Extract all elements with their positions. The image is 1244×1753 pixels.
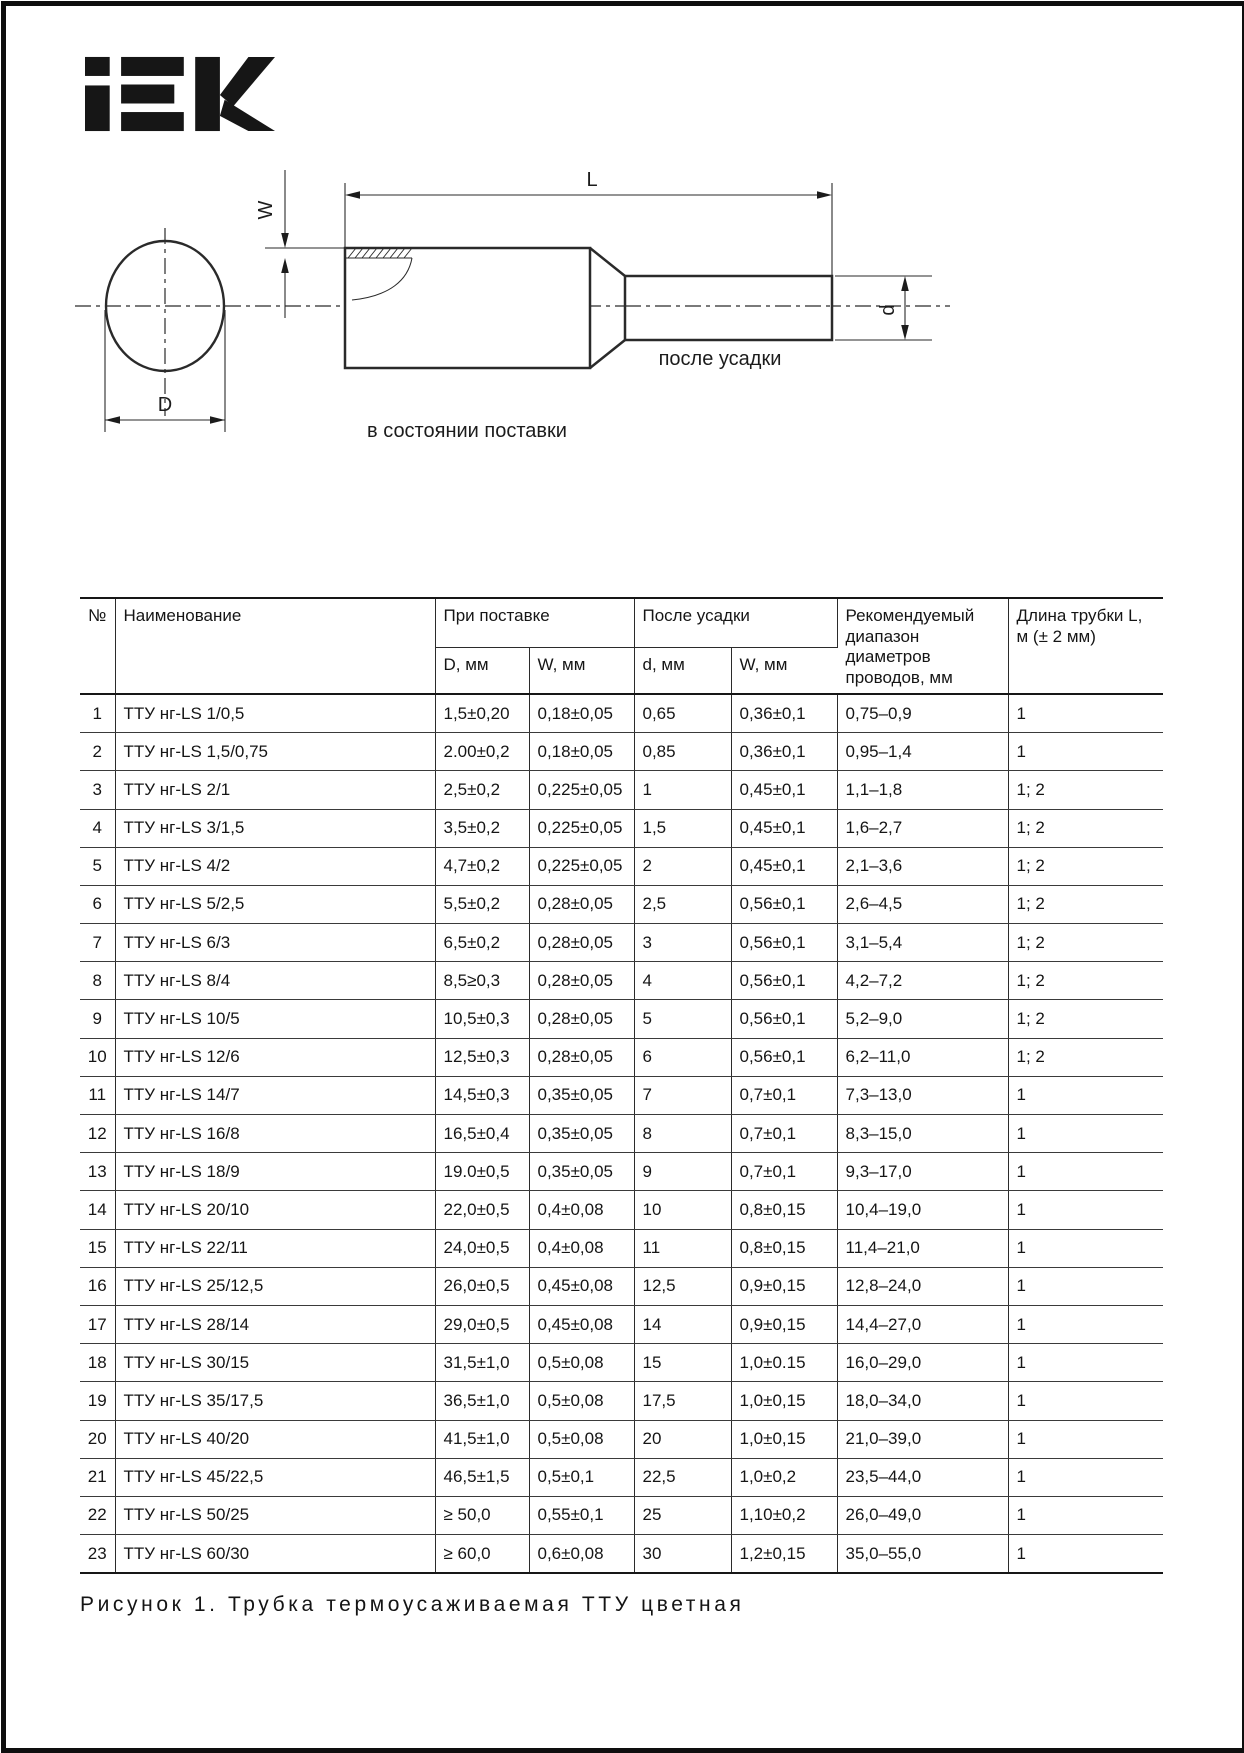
cell-shrunk-d: 0,65 <box>634 694 731 733</box>
cell-shrunk-d: 15 <box>634 1344 731 1382</box>
cell-length: 1 <box>1008 1267 1163 1305</box>
cell-num: 7 <box>80 924 115 962</box>
cell-delivery-d: 8,5≥0,3 <box>435 962 529 1000</box>
cell-length: 1 <box>1008 1115 1163 1153</box>
header-delivery-d: D, мм <box>435 648 529 694</box>
technical-drawing <box>60 148 950 458</box>
header-shrunk-w: W, мм <box>731 648 837 694</box>
cell-length: 1 <box>1008 1496 1163 1534</box>
cell-name: ТТУ нг-LS 25/12,5 <box>115 1267 435 1305</box>
table-row <box>80 1305 1163 1343</box>
cell-delivery-w: 0,35±0,05 <box>529 1115 634 1153</box>
cell-shrunk-d: 12,5 <box>634 1267 731 1305</box>
cell-range: 7,3–13,0 <box>837 1076 1008 1114</box>
cell-length: 1 <box>1008 1153 1163 1191</box>
header-delivery-w: W, мм <box>529 648 634 694</box>
cell-num: 1 <box>80 694 115 733</box>
cell-length: 1 <box>1008 1305 1163 1343</box>
table-row <box>80 1115 1163 1153</box>
cell-shrunk-d: 11 <box>634 1229 731 1267</box>
cell-delivery-w: 0,18±0,05 <box>529 694 634 733</box>
label-dim-d: d <box>877 304 899 316</box>
cell-num: 8 <box>80 962 115 1000</box>
table-row <box>80 924 1163 962</box>
taper-bottom <box>590 340 625 368</box>
logo-k-stem <box>195 57 220 131</box>
cell-length: 1 <box>1008 1382 1163 1420</box>
arrow-l-left <box>345 191 360 199</box>
cell-shrunk-d: 6 <box>634 1038 731 1076</box>
cell-name: ТТУ нг-LS 30/15 <box>115 1344 435 1382</box>
arrow-small-d-up <box>901 276 909 291</box>
table-row <box>80 962 1163 1000</box>
header-shrunk-d: d, мм <box>634 648 731 694</box>
cell-shrunk-w: 0,45±0,1 <box>731 847 837 885</box>
cell-num: 22 <box>80 1496 115 1534</box>
cell-shrunk-w: 1,0±0,2 <box>731 1458 837 1496</box>
cell-shrunk-d: 14 <box>634 1305 731 1343</box>
header-delivery-group: При поставке <box>435 598 634 648</box>
cell-num: 16 <box>80 1267 115 1305</box>
label-delivery-state: в состоянии поставки <box>367 420 567 442</box>
cell-shrunk-d: 4 <box>634 962 731 1000</box>
cell-num: 6 <box>80 885 115 923</box>
cell-num: 19 <box>80 1382 115 1420</box>
cell-shrunk-d: 10 <box>634 1191 731 1229</box>
cell-length: 1 <box>1008 1458 1163 1496</box>
cell-shrunk-w: 0,45±0,1 <box>731 809 837 847</box>
cell-length: 1 <box>1016 1543 1026 1563</box>
arrow-w-down <box>281 233 289 248</box>
arrow-small-d-down <box>901 325 909 340</box>
cell-delivery-d: 29,0±0,5 <box>435 1305 529 1343</box>
cell-delivery-d: 36,5±1,0 <box>435 1382 529 1420</box>
cell-num: 20 <box>80 1420 115 1458</box>
cell-name: ТТУ нг-LS 40/20 <box>115 1420 435 1458</box>
cell-shrunk-d: 1,5 <box>634 809 731 847</box>
cell-name: ТТУ нг-LS 4/2 <box>115 847 435 885</box>
cell-name: ТТУ нг-LS 10/5 <box>115 1000 435 1038</box>
table-row <box>80 1344 1163 1382</box>
table-row <box>80 694 1163 733</box>
cell-delivery-d: 41,5±1,0 <box>435 1420 529 1458</box>
cell-length: 1; 2 <box>1008 885 1163 923</box>
cell-delivery-w: 0,225±0,05 <box>529 809 634 847</box>
cell-delivery-w: 0,28±0,05 <box>529 1000 634 1038</box>
cell-length: 1; 2 <box>1008 847 1163 885</box>
cell-delivery-w: 0,55±0,1 <box>529 1496 634 1534</box>
spec-table-container <box>80 597 1163 1574</box>
cell-name: ТТУ нг-LS 20/10 <box>115 1191 435 1229</box>
cell-range: 35,0–55,0 <box>837 1535 1008 1574</box>
table-row <box>80 1000 1163 1038</box>
cell-shrunk-w: 0,36±0,1 <box>731 733 837 771</box>
table-row <box>80 733 1163 771</box>
cell-name: ТТУ нг-LS 14/7 <box>115 1076 435 1114</box>
cell-shrunk-d: 3 <box>634 924 731 962</box>
cell-num: 4 <box>80 809 115 847</box>
cell-shrunk-w: 0,8±0,15 <box>731 1191 837 1229</box>
cell-shrunk-w: 0,9±0,15 <box>731 1305 837 1343</box>
cell-num: 13 <box>80 1153 115 1191</box>
cell-num: 17 <box>80 1305 115 1343</box>
cell-delivery-w: 0,28±0,05 <box>529 885 634 923</box>
cell-delivery-w: 0,5±0,08 <box>529 1382 634 1420</box>
cell-name: ТТУ нг-LS 45/22,5 <box>115 1458 435 1496</box>
cell-name: ТТУ нг-LS 28/14 <box>115 1305 435 1343</box>
cell-delivery-d: 3,5±0,2 <box>435 809 529 847</box>
cell-num: 10 <box>80 1038 115 1076</box>
header-length: Длина трубки L, м (± 2 мм) <box>1008 598 1163 694</box>
cell-length: 1; 2 <box>1008 1038 1163 1076</box>
cell-range: 12,8–24,0 <box>837 1267 1008 1305</box>
cell-shrunk-d: 7 <box>634 1076 731 1114</box>
cell-name: ТТУ нг-LS 6/3 <box>115 924 435 962</box>
cell-length: 1 <box>1008 1420 1163 1458</box>
cell-range: 16,0–29,0 <box>837 1344 1008 1382</box>
spec-table <box>80 597 1163 1574</box>
cell-name: ТТУ нг-LS 35/17,5 <box>115 1382 435 1420</box>
cell-name: ТТУ нг-LS 3/1,5 <box>115 809 435 847</box>
cell-shrunk-w: 0,36±0,1 <box>731 694 837 733</box>
cell-name: ТТУ нг-LS 12/6 <box>115 1038 435 1076</box>
arrow-d-right <box>210 416 225 424</box>
table-row <box>80 1535 1163 1574</box>
table-row <box>80 1267 1163 1305</box>
cell-name: ТТУ нг-LS 18/9 <box>115 1153 435 1191</box>
cell-length: 1; 2 <box>1008 962 1163 1000</box>
cell-shrunk-w: 0,7±0,1 <box>731 1076 837 1114</box>
cell-num: 12 <box>80 1115 115 1153</box>
cell-delivery-d: 31,5±1,0 <box>435 1344 529 1382</box>
cell-name: ТТУ нг-LS 5/2,5 <box>115 885 435 923</box>
cell-delivery-w: 0,5±0,1 <box>529 1458 634 1496</box>
header-shrunk-group: После усадки <box>634 598 837 648</box>
cell-delivery-d: 14,5±0,3 <box>435 1076 529 1114</box>
cell-delivery-d: 2,5±0,2 <box>435 771 529 809</box>
cell-shrunk-w: 0,56±0,1 <box>731 1038 837 1076</box>
cell-shrunk-d: 17,5 <box>634 1382 731 1420</box>
cell-shrunk-d: 5 <box>634 1000 731 1038</box>
cell-length: 1 <box>1008 1344 1163 1382</box>
cell-shrunk-d: 0,85 <box>634 733 731 771</box>
label-dim-D: D <box>157 394 173 416</box>
cell-delivery-w: 0,4±0,08 <box>529 1191 634 1229</box>
cell-length: 1; 2 <box>1008 809 1163 847</box>
taper-top <box>590 248 625 276</box>
cell-shrunk-d: 2,5 <box>634 885 731 923</box>
cell-shrunk-w: 0,56±0,1 <box>731 962 837 1000</box>
figure-caption: Рисунок 1. Трубка термоусаживаемая ТТУ цветная <box>80 1593 745 1616</box>
cell-range: 2,6–4,5 <box>837 885 1008 923</box>
cell-length: 1 <box>1008 733 1163 771</box>
cell-range: 2,1–3,6 <box>837 847 1008 885</box>
table-row <box>80 1382 1163 1420</box>
cell-shrunk-d: 20 <box>634 1420 731 1458</box>
cell-shrunk-w: 0,56±0,1 <box>731 885 837 923</box>
arrow-d-left <box>105 416 120 424</box>
cell-delivery-d: 22,0±0,5 <box>435 1191 529 1229</box>
cell-range: 26,0–49,0 <box>837 1496 1008 1534</box>
cell-length: 1; 2 <box>1008 1000 1163 1038</box>
table-row <box>80 771 1163 809</box>
cell-shrunk-w: 0,7±0,1 <box>731 1115 837 1153</box>
cell-delivery-w: 0,6±0,08 <box>529 1535 634 1574</box>
cell-delivery-w: 0,4±0,08 <box>529 1229 634 1267</box>
table-row <box>80 1458 1163 1496</box>
cell-num: 2 <box>80 733 115 771</box>
cell-delivery-w: 0,45±0,08 <box>529 1267 634 1305</box>
table-row <box>80 1420 1163 1458</box>
cell-range: 0,95–1,4 <box>837 733 1008 771</box>
cell-delivery-d: 6,5±0,2 <box>435 924 529 962</box>
cell-range: 9,3–17,0 <box>837 1153 1008 1191</box>
logo-e-bottom-bar <box>121 112 184 131</box>
cell-delivery-d: 12,5±0,3 <box>435 1038 529 1076</box>
logo-k-upper-arm <box>220 57 275 106</box>
cell-shrunk-w: 0,45±0,1 <box>731 771 837 809</box>
cell-range: 23,5–44,0 <box>837 1458 1008 1496</box>
cell-delivery-d: 1,5±0,20 <box>435 694 529 733</box>
cell-name: ТТУ нг-LS 60/30 <box>115 1535 435 1574</box>
tube-after-shrink <box>625 276 832 340</box>
table-row <box>80 1153 1163 1191</box>
cell-length: 1; 2 <box>1008 924 1163 962</box>
cell-delivery-d: 46,5±1,5 <box>435 1458 529 1496</box>
tube-before-shrink <box>345 248 590 368</box>
cell-length: 1 <box>1008 1191 1163 1229</box>
cell-num: 23 <box>80 1535 115 1574</box>
table-row <box>80 1496 1163 1534</box>
logo-i-dot <box>85 57 110 76</box>
cell-shrunk-w: 1,0±0,15 <box>731 1382 837 1420</box>
cell-delivery-d: 10,5±0,3 <box>435 1000 529 1038</box>
cell-num: 14 <box>80 1191 115 1229</box>
cell-num: 21 <box>80 1458 115 1496</box>
cell-delivery-d: ≥ 50,0 <box>435 1496 529 1534</box>
cell-delivery-w: 0,28±0,05 <box>529 1038 634 1076</box>
logo-i-stem <box>85 85 110 131</box>
label-dim-L: L <box>586 169 598 191</box>
cell-range: 18,0–34,0 <box>837 1382 1008 1420</box>
cell-delivery-d: 5,5±0,2 <box>435 885 529 923</box>
cell-shrunk-w: 1,10±0,2 <box>731 1496 837 1534</box>
cell-delivery-d: 2.00±0,2 <box>435 733 529 771</box>
cell-delivery-w: 0,225±0,05 <box>529 771 634 809</box>
cell-delivery-w: 0,5±0,08 <box>529 1420 634 1458</box>
cell-shrunk-w: 0,56±0,1 <box>731 924 837 962</box>
cell-name: ТТУ нг-LS 2/1 <box>115 771 435 809</box>
cell-range: 1,6–2,7 <box>837 809 1008 847</box>
cell-range: 4,2–7,2 <box>837 962 1008 1000</box>
cell-delivery-w: 0,5±0,08 <box>529 1344 634 1382</box>
cell-length: 1 <box>1008 694 1163 733</box>
cell-shrunk-d: 2 <box>634 847 731 885</box>
cell-name: ТТУ нг-LS 22/11 <box>115 1229 435 1267</box>
arrow-l-right <box>817 191 832 199</box>
cell-range: 0,75–0,9 <box>837 694 1008 733</box>
cell-shrunk-w: 1,2±0,15 <box>731 1535 837 1574</box>
cell-delivery-d: 16,5±0,4 <box>435 1115 529 1153</box>
cell-delivery-w: 0,28±0,05 <box>529 962 634 1000</box>
cell-shrunk-w: 1,0±0.15 <box>731 1344 837 1382</box>
iek-logo <box>85 55 275 133</box>
cell-range: 5,2–9,0 <box>837 1000 1008 1038</box>
cell-delivery-w: 0,35±0,05 <box>529 1076 634 1114</box>
cell-num: 11 <box>80 1076 115 1114</box>
table-row <box>80 1076 1163 1114</box>
header-range: Рекомендуемый диапазон диаметров проводов, мм <box>837 598 1008 694</box>
table-row <box>80 809 1163 847</box>
logo-e-mid-bar <box>121 85 174 104</box>
cell-shrunk-w: 0,9±0,15 <box>731 1267 837 1305</box>
cell-range: 10,4–19,0 <box>837 1191 1008 1229</box>
cell-length: 1; 2 <box>1008 771 1163 809</box>
cell-shrunk-d: 9 <box>634 1153 731 1191</box>
cell-name: ТТУ нг-LS 1,5/0,75 <box>115 733 435 771</box>
cell-name: ТТУ нг-LS 50/25 <box>115 1496 435 1534</box>
cell-num: 18 <box>80 1344 115 1382</box>
cell-range: 3,1–5,4 <box>837 924 1008 962</box>
cell-delivery-d: 26,0±0,5 <box>435 1267 529 1305</box>
cell-delivery-w: 0,225±0,05 <box>529 847 634 885</box>
cell-delivery-d: 24,0±0,5 <box>435 1229 529 1267</box>
table-row <box>80 847 1163 885</box>
cell-delivery-d: 4,7±0,2 <box>435 847 529 885</box>
cell-delivery-w: 0,45±0,08 <box>529 1305 634 1343</box>
cell-name: ТТУ нг-LS 16/8 <box>115 1115 435 1153</box>
arrow-w-up <box>281 258 289 273</box>
cell-name: ТТУ нг-LS 8/4 <box>115 962 435 1000</box>
cell-range: 11,4–21,0 <box>837 1229 1008 1267</box>
table-row <box>80 1038 1163 1076</box>
cell-shrunk-w: 0,7±0,1 <box>731 1153 837 1191</box>
logo-k-lower-arm <box>220 100 275 131</box>
cell-shrunk-d: 30 <box>634 1535 731 1574</box>
cell-num: 5 <box>80 847 115 885</box>
cell-shrunk-w: 0,56±0,1 <box>731 1000 837 1038</box>
table-row <box>80 1191 1163 1229</box>
label-shrunk-state: после усадки <box>658 348 782 370</box>
cell-name: ТТУ нг-LS 1/0,5 <box>115 694 435 733</box>
label-dim-W: W <box>255 200 277 220</box>
header-name: Наименование <box>115 598 435 694</box>
spec-table-body <box>80 694 1163 1573</box>
cell-range: 14,4–27,0 <box>837 1305 1008 1343</box>
cell-delivery-w: 0,18±0,05 <box>529 733 634 771</box>
cell-delivery-d: 19.0±0,5 <box>435 1153 529 1191</box>
cell-range: 1,1–1,8 <box>837 771 1008 809</box>
table-row <box>80 1229 1163 1267</box>
cell-num: 15 <box>80 1229 115 1267</box>
cell-shrunk-d: 8 <box>634 1115 731 1153</box>
cell-range: 6,2–11,0 <box>837 1038 1008 1076</box>
cell-shrunk-d: 22,5 <box>634 1458 731 1496</box>
cell-shrunk-w: 1,0±0,15 <box>731 1420 837 1458</box>
cell-range: 8,3–15,0 <box>837 1115 1008 1153</box>
table-row <box>80 885 1163 923</box>
cell-shrunk-w: 0,8±0,15 <box>731 1229 837 1267</box>
cell-length: 1 <box>1008 1076 1163 1114</box>
logo-e-top-bar <box>121 57 184 76</box>
cell-num: 3 <box>80 771 115 809</box>
cell-range: 21,0–39,0 <box>837 1420 1008 1458</box>
header-num: № <box>80 598 115 694</box>
cell-shrunk-d: 1 <box>634 771 731 809</box>
cell-delivery-w: 0,28±0,05 <box>529 924 634 962</box>
cell-length: 1 <box>1008 1229 1163 1267</box>
cell-num: 9 <box>80 1000 115 1038</box>
cell-shrunk-d: 25 <box>634 1496 731 1534</box>
cell-delivery-w: 0,35±0,05 <box>529 1153 634 1191</box>
cell-delivery-d: ≥ 60,0 <box>435 1535 529 1574</box>
